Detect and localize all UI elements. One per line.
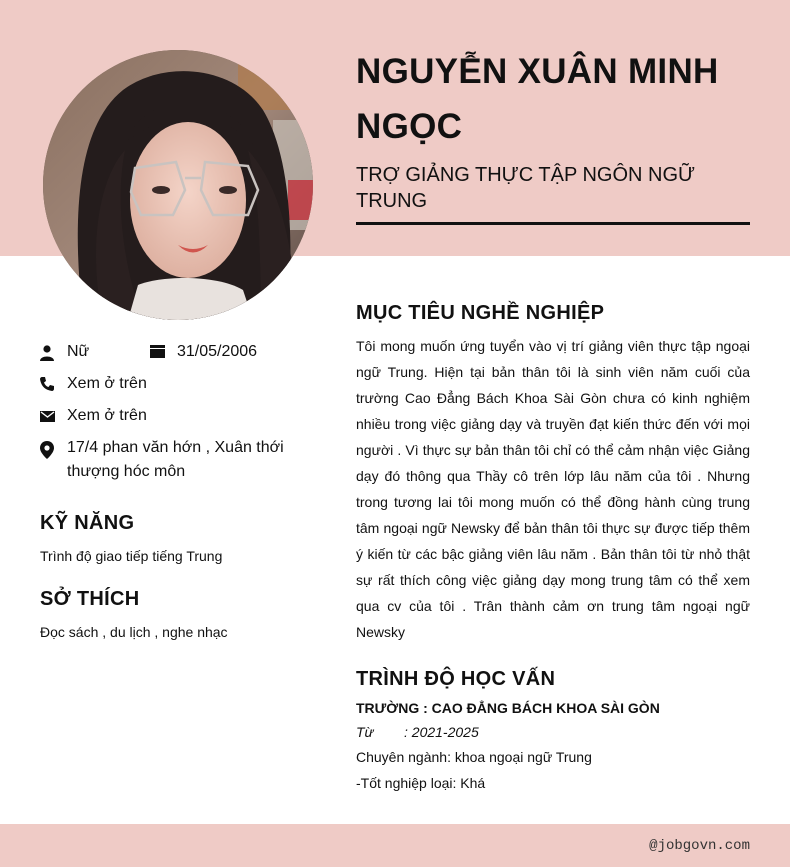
phone-row (40, 372, 147, 396)
address-value: 17/4 phan văn hớn , Xuân thới thượng hóc môn (67, 439, 284, 480)
skills-text: Trình độ giao tiếp tiếng Trung (40, 548, 223, 564)
email-row (40, 404, 147, 428)
hobbies-heading: SỞ THÍCH (40, 588, 140, 610)
hobbies-text: Đọc sách , du lịch , nghe nhạc (40, 624, 228, 640)
objective-heading: MỤC TIÊU NGHỀ NGHIỆP (356, 302, 605, 324)
calendar-icon (150, 345, 164, 359)
education-major: Chuyên ngành: khoa ngoại ngữ Trung (356, 749, 592, 765)
education-heading: TRÌNH ĐỘ HỌC VẤN (356, 668, 556, 690)
phone-value: Xem ở trên (67, 375, 147, 392)
skills-heading: KỸ NĂNG (40, 512, 135, 534)
person-icon (40, 345, 54, 359)
education-period-label: Từ (356, 724, 374, 740)
address-row (40, 436, 300, 484)
education-grade: -Tốt nghiệp loại: Khá (356, 775, 486, 791)
birthday-row (150, 340, 257, 364)
candidate-name: NGUYỄN XUÂN MINH NGỌC (356, 52, 719, 146)
profile-photo (43, 50, 313, 320)
job-title: TRỢ GIẢNG THỰC TẬP NGÔN NGỮ TRUNG (356, 164, 696, 212)
education-period (356, 724, 479, 740)
objective-text: Tôi mong muốn ứng tuyển vào vị trí giảng viên thực tập ngoại ngữ Trung. Hiện tại bản thân tôi là sinh viên năm cuối của trường Cao Đẳng Bách Khoa Sài Gòn chưa có kinh nghiệm nhiều trong việc giảng dạy và truyền đạt kiến thức đến với mọi người . Vì thực sự bản thân tôi chỉ có thể cảm nhận việc Giảng dạy đó thông qua Thầy cô trên lớp lâu năm của tôi . Nhưng trong tương lai tôi mong muốn có thể đồng hành cùng trung tâm ngoại ngữ Newsky để bản thân tôi thực sự được tiếp thêm ý kiến từ các bậc giảng viên lâu năm . Bản thân tôi từ nhỏ thật sự rất thích công việc giảng dạy mong trung tâm có thể xem qua cv của tôi . Trân thành cảm ơn trung tâm ngoại ngữ Newsky (356, 338, 750, 640)
map-pin-icon (40, 441, 54, 455)
gender-value: Nữ (67, 343, 90, 360)
education-school: TRƯỜNG : CAO ĐẲNG BÁCH KHOA SÀI GÒN (356, 700, 660, 716)
gender-row (40, 340, 89, 364)
email-value: Xem ở trên (67, 407, 147, 424)
phone-icon (40, 377, 54, 391)
watermark: @jobgovn.com (649, 838, 750, 854)
education-period-value: : 2021-2025 (404, 724, 479, 740)
birthday-value: 31/05/2006 (177, 343, 258, 360)
envelope-icon (40, 409, 54, 423)
title-divider (356, 222, 750, 225)
